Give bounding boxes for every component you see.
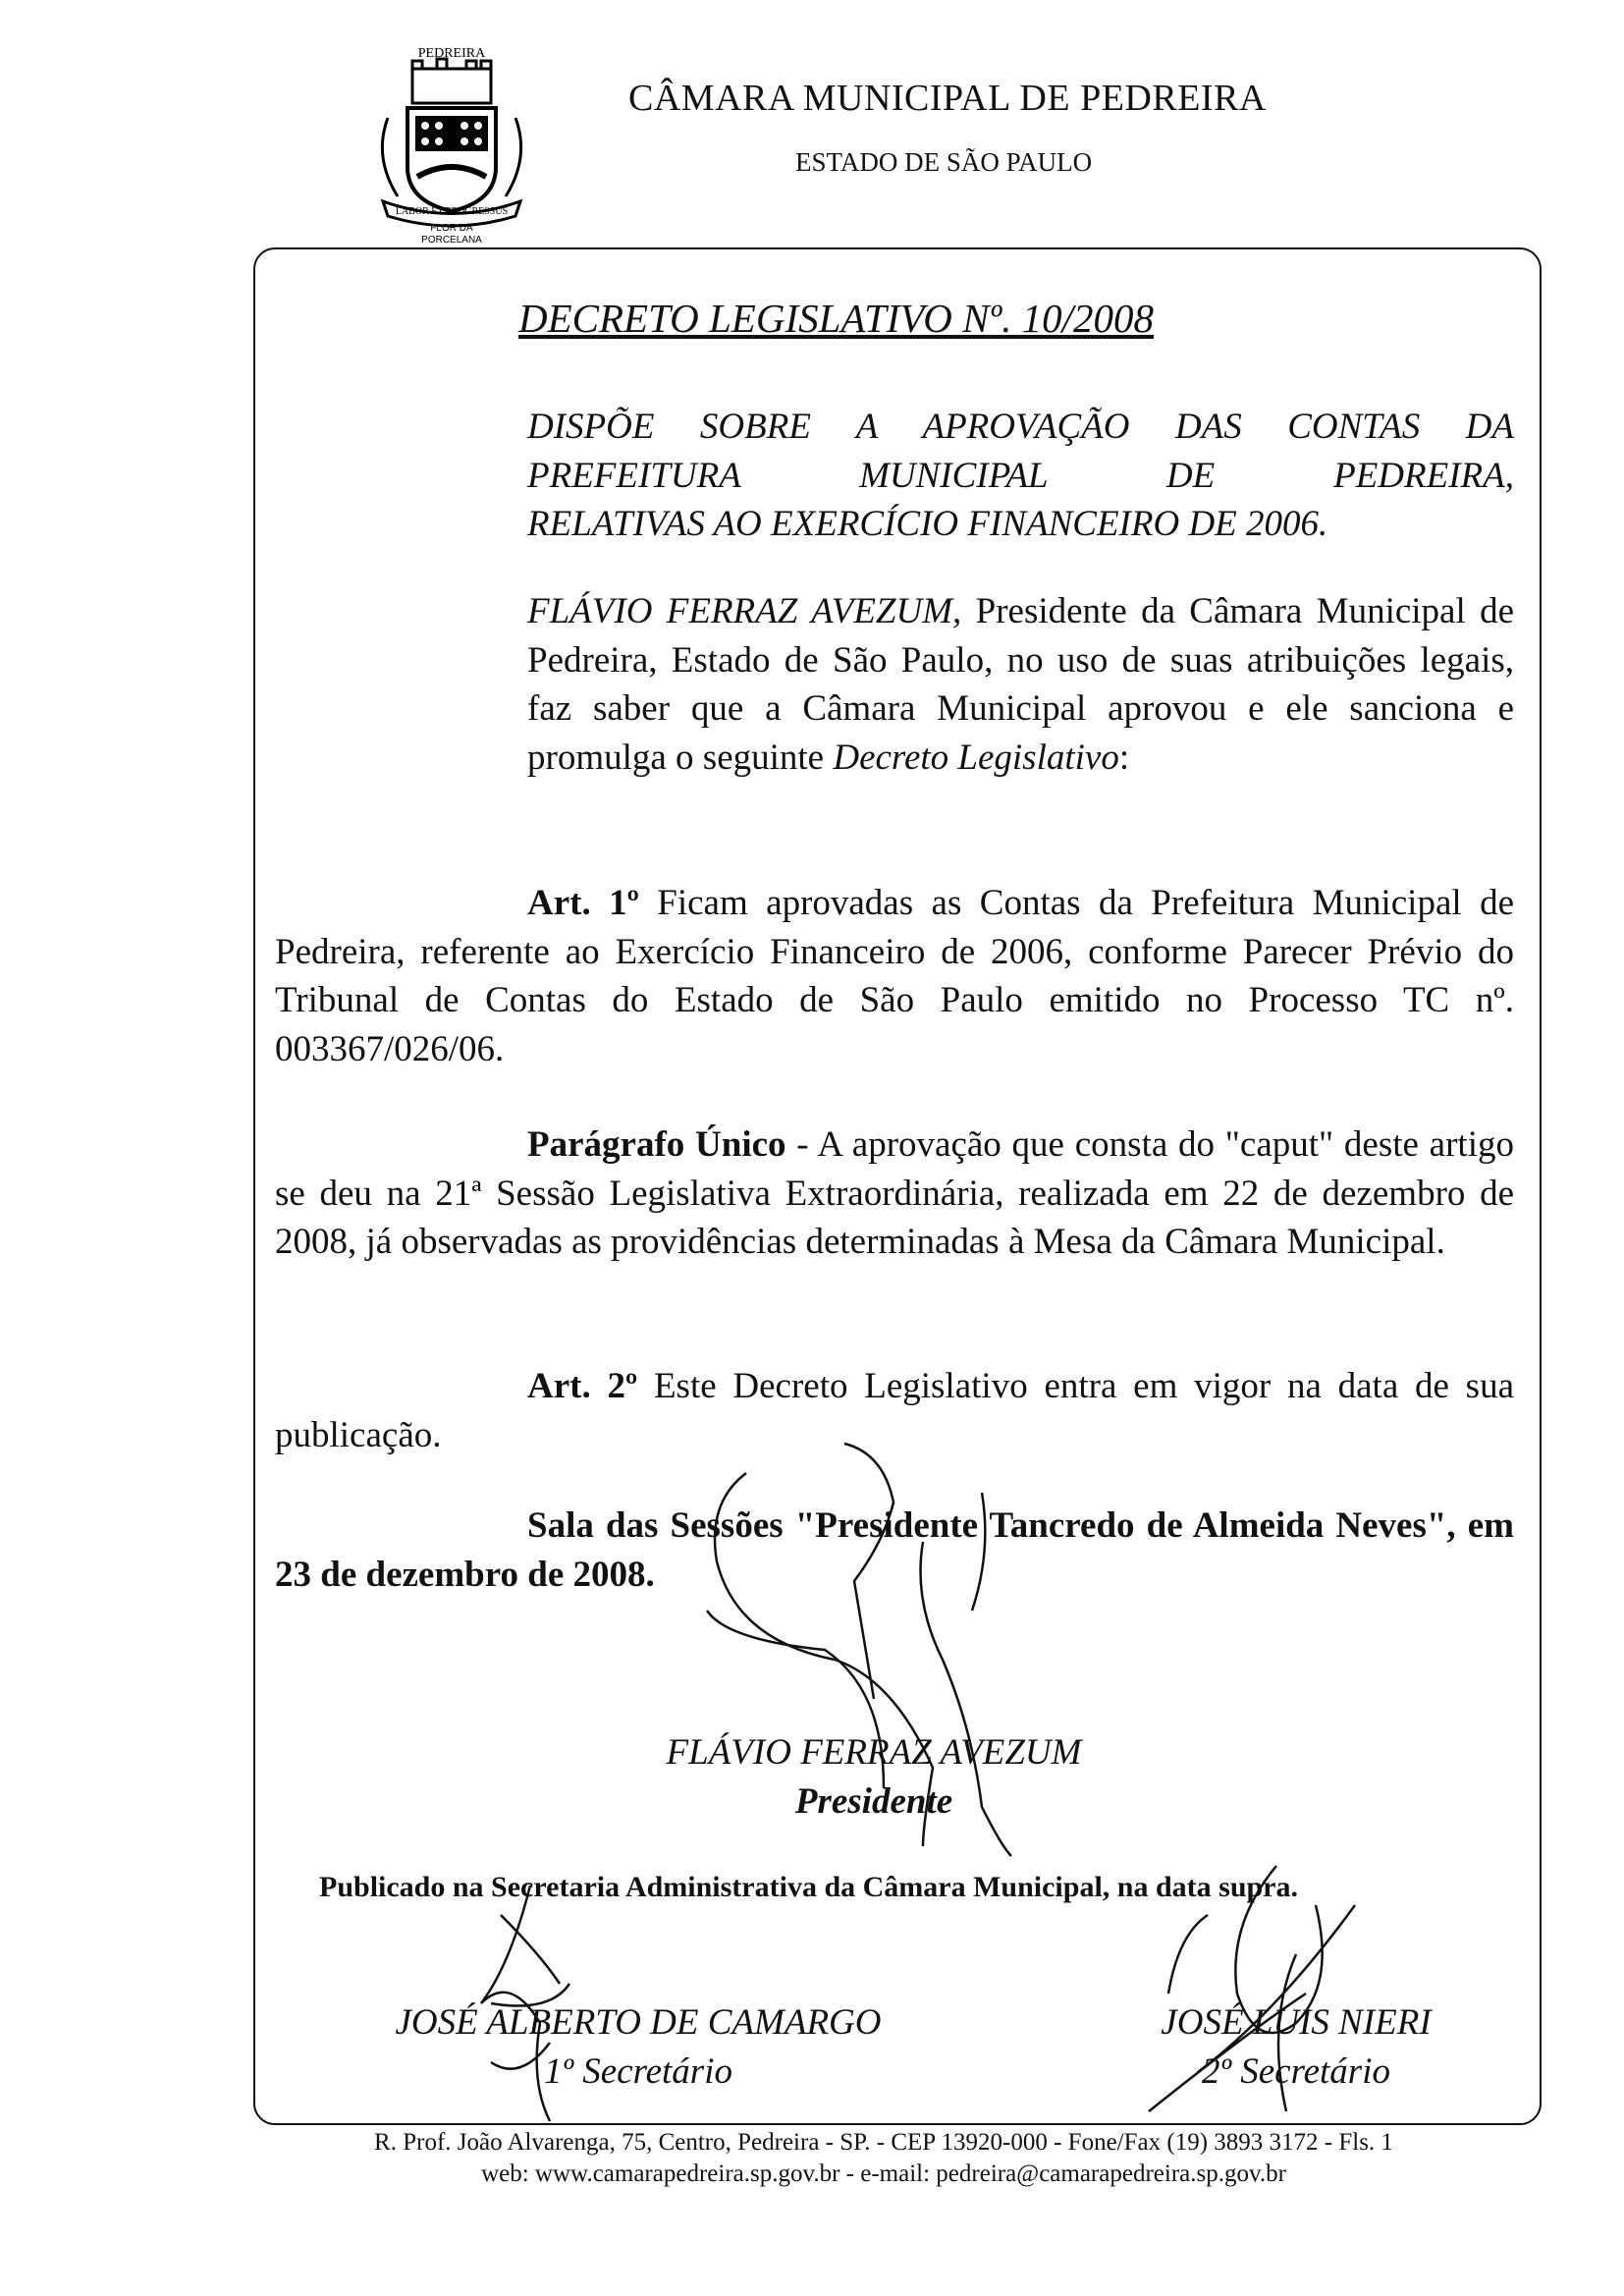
secretary1-name: JOSÉ ALBERTO DE CAMARGO (395, 2002, 882, 2043)
ementa (527, 403, 1514, 549)
ementa-line: PREFEITURA MUNICIPAL DE PEDREIRA, (527, 455, 1514, 496)
svg-text:PORCELANA: PORCELANA (421, 235, 482, 246)
president-name-inline: FLÁVIO FERRAZ AVEZUM, (527, 591, 962, 631)
secretary1-role: 1º Secretário (544, 2050, 732, 2092)
footer-web-email: web: www.camarapedreira.sp.gov.br - e-mail: pedreira@camarapedreira.sp.gov.br (481, 2160, 1286, 2187)
president-signature-block (589, 1728, 1159, 1826)
article-1: Art. 1º Ficam aprovadas as Contas da Prefeitura Municipal de Pedreira, referente ao Exercício Financeiro de 2006, conforme Parecer Prévio do Tribunal de Contas do Estado de São Paulo emitido no Processo TC nº. 003367/026/06. (275, 883, 1514, 1069)
decree-title: DECRETO LEGISLATIVO Nº. 10/2008 (518, 296, 1155, 341)
president-role: Presidente (794, 1780, 953, 1822)
secretary1-block (324, 1998, 952, 2096)
president-name: FLÁVIO FERRAZ AVEZUM (666, 1732, 1082, 1773)
secretary2-role: 2º Secretário (1202, 2050, 1390, 2092)
secretary2-name: JOSÉ LUIS NIERI (1161, 2002, 1432, 2043)
closing-statement: Sala das Sessões "Presidente Tancredo de Almeida Neves", em 23 de dezembro de 2008. (275, 1505, 1514, 1595)
footer-address: R. Prof. João Alvarenga, 75, Centro, Pedreira - SP. - CEP 13920-000 - Fone/Fax (19) 3893 3172 - Fls. 1 (374, 2129, 1393, 2156)
municipal-crest-logo (368, 39, 535, 246)
publication-note: Publicado na Secretaria Administrativa da Câmara Municipal, na data supra. (319, 1871, 1299, 1903)
paragrafo-unico: Parágrafo Único - A aprovação que consta do "caput" deste artigo se deu na 21ª Sessão Legislativa Extraordinária, realizada em 22 de dezembro de 2008, já observadas as providências determinadas à Mesa da Câmara Municipal. (275, 1124, 1514, 1262)
svg-text:PEDREIRA: PEDREIRA (417, 46, 486, 61)
institution-name: CÂMARA MUNICIPAL DE PEDREIRA (628, 78, 1267, 119)
article-2: Art. 2º Este Decreto Legislativo entra em vigor na data de sua publicação. (275, 1366, 1514, 1455)
ementa-line: DISPÕE SOBRE A APROVAÇÃO DAS CONTAS DA (527, 407, 1514, 447)
svg-text:LABOR ET PROGRESSUS: LABOR ET PROGRESSUS (395, 206, 509, 217)
svg-text:FLOR DA: FLOR DA (430, 223, 473, 234)
state-name: ESTADO DE SÃO PAULO (795, 147, 1093, 177)
preamble: FLÁVIO FERRAZ AVEZUM, Presidente da Câmara Municipal de Pedreira, Estado de São Paulo, no uso de suas atribuições legais, faz saber que a Câmara Municipal aprovou e ele sanciona e promulga o seguinte Decreto Legislativo: (527, 591, 1514, 778)
ementa-line: RELATIVAS AO EXERCÍCIO FINANCEIRO DE 2006. (527, 504, 1328, 544)
secretary2-block (1110, 1998, 1483, 2096)
